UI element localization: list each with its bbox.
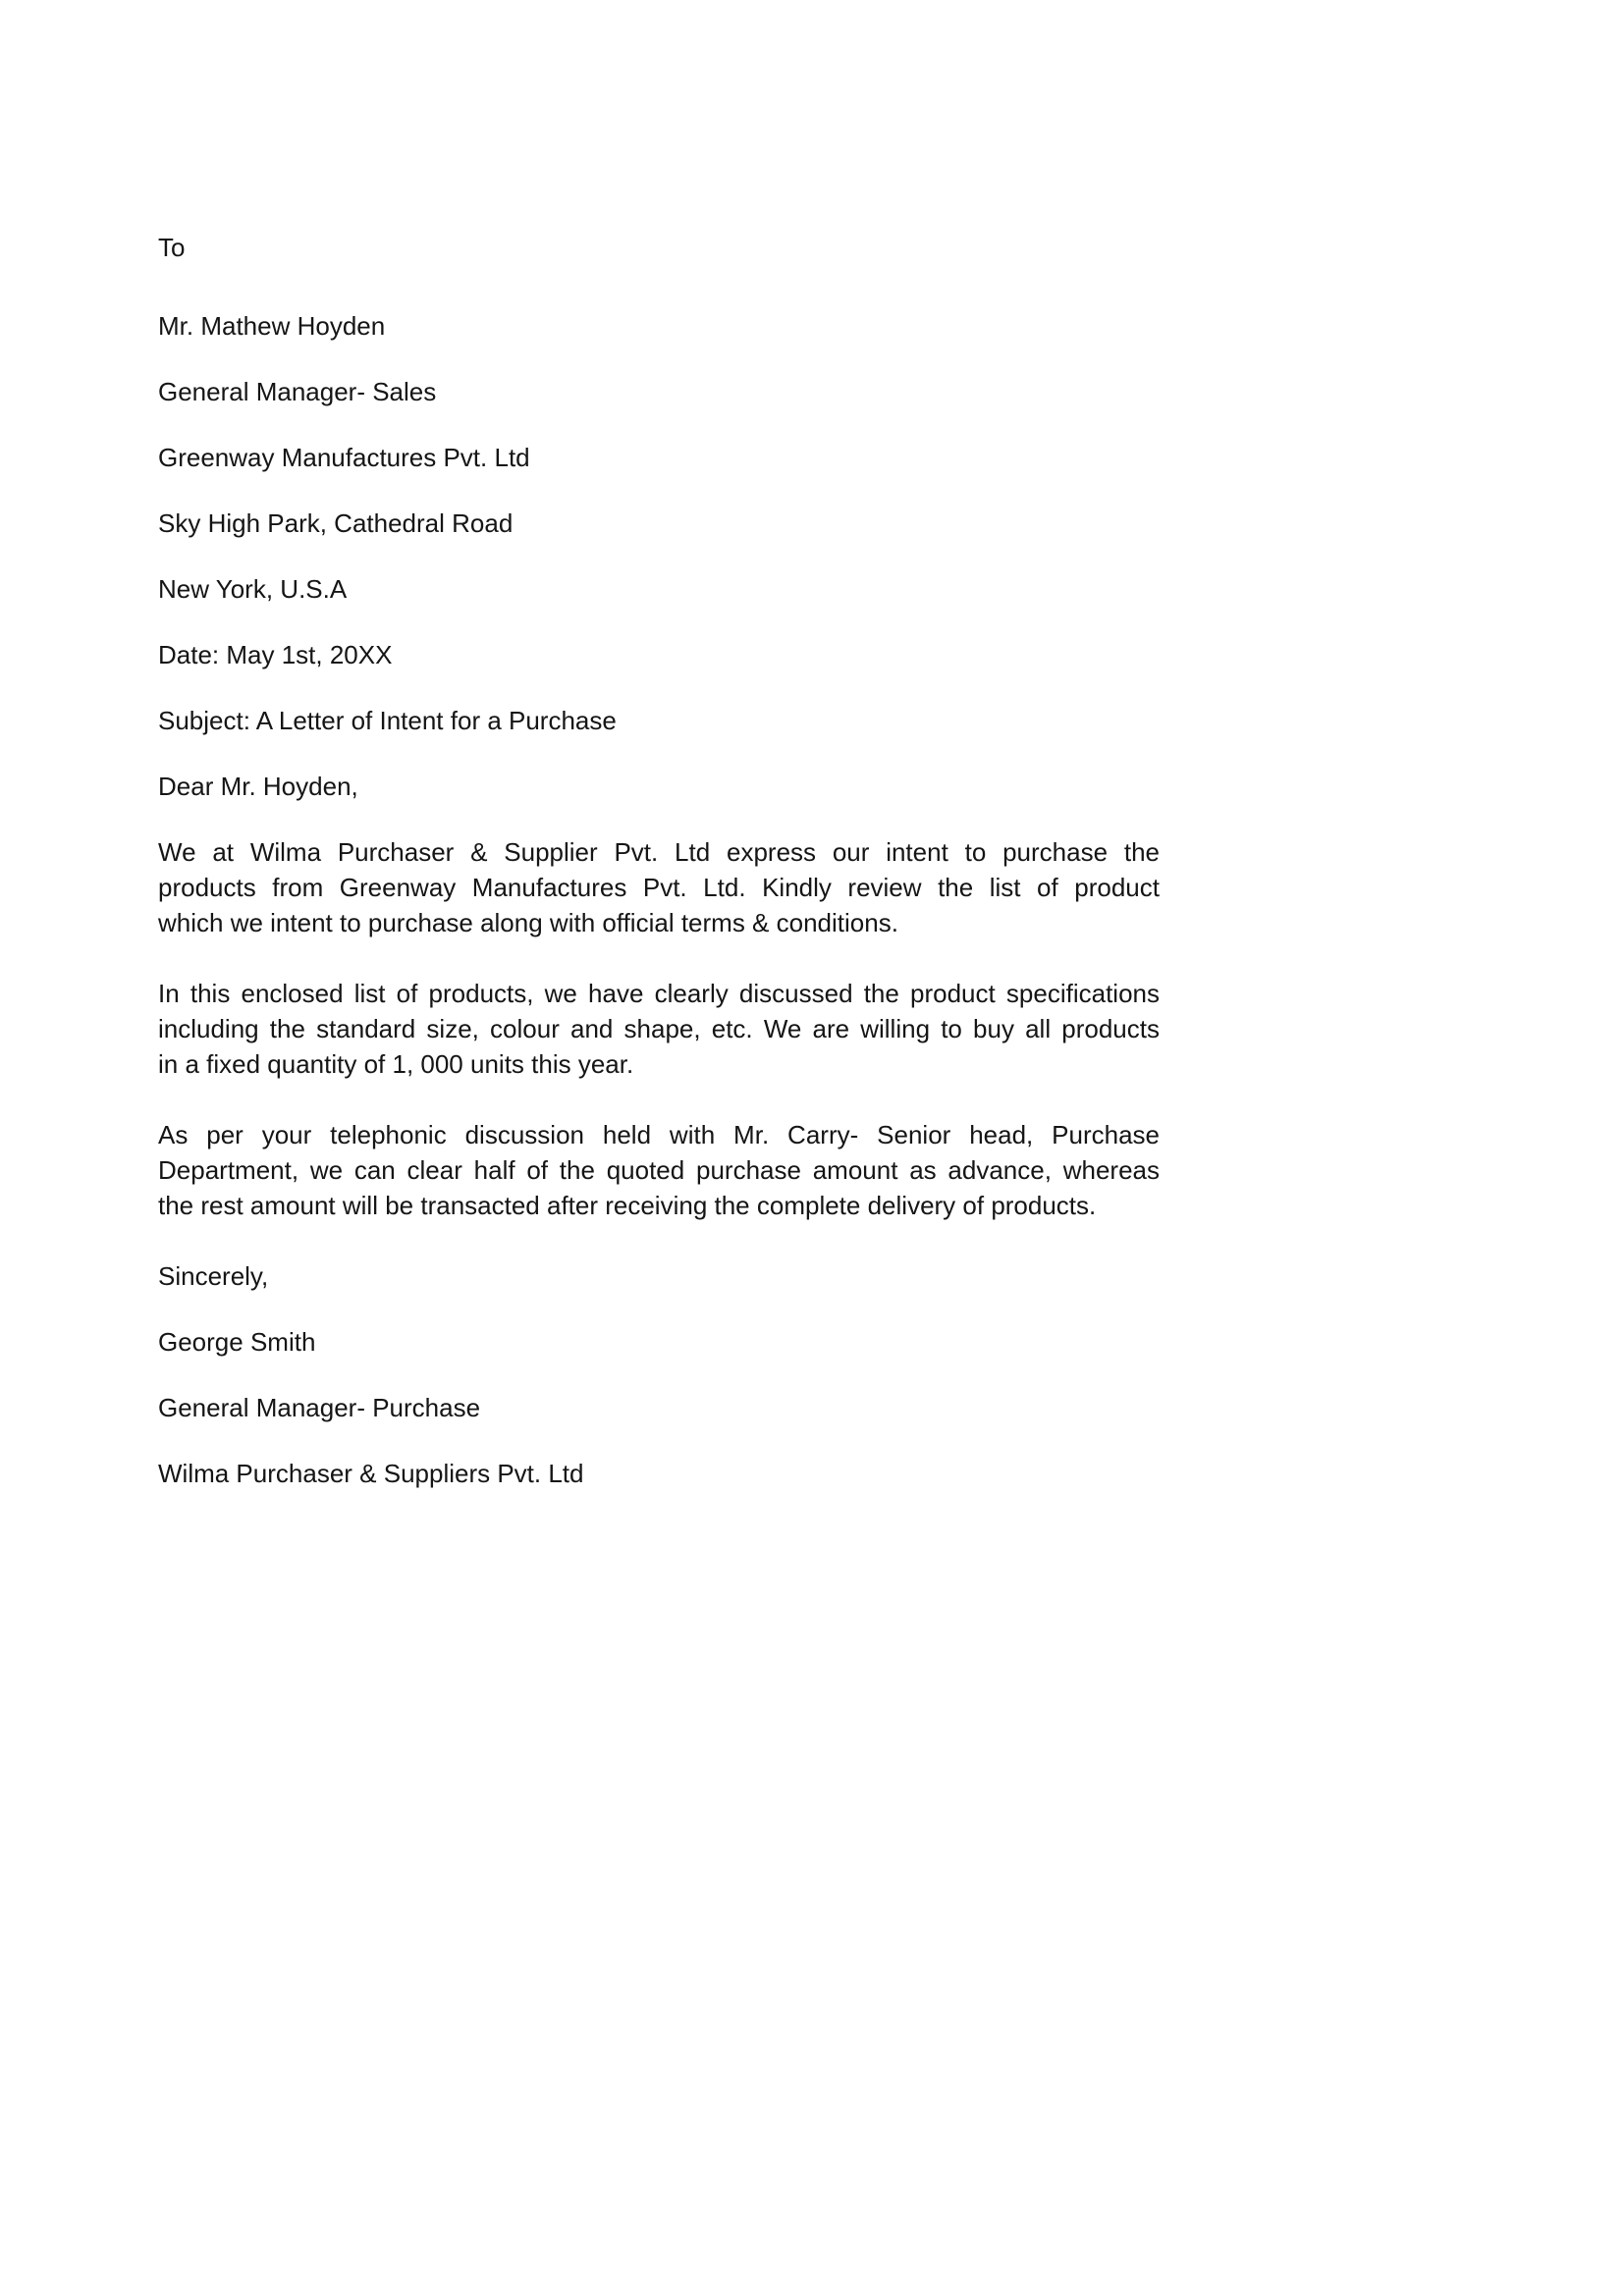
recipient-name: Mr. Mathew Hoyden <box>158 311 386 341</box>
closing-signatory-company: Wilma Purchaser & Suppliers Pvt. Ltd <box>158 1459 584 1488</box>
recipient-to-line: To <box>158 233 186 262</box>
body-paragraph-1-line-3: which we intent to purchase along with official terms & conditions. <box>158 908 898 937</box>
recipient-address-line1: Sky High Park, Cathedral Road <box>158 508 514 538</box>
body-paragraph-2 <box>158 976 1160 1082</box>
body-paragraph-3-line-2: Department, we can clear half of the quoted purchase amount as advance, whereas <box>158 1155 1160 1185</box>
closing-signatory-name: George Smith <box>158 1327 316 1357</box>
body-paragraph-1-line-2: products from Greenway Manufactures Pvt. Ltd. Kindly review the list of product <box>158 873 1160 902</box>
closing-signatory-title: General Manager- Purchase <box>158 1393 481 1422</box>
body-paragraph-2-line-1: In this enclosed list of products, we have clearly discussed the product specifications <box>158 979 1160 1008</box>
body-paragraph-1 <box>158 834 1160 940</box>
date-line: Date: May 1st, 20XX <box>158 640 393 669</box>
recipient-company: Greenway Manufactures Pvt. Ltd <box>158 443 530 472</box>
body-paragraph-3-line-1: As per your telephonic discussion held with Mr. Carry- Senior head, Purchase <box>158 1120 1160 1149</box>
body-paragraph-3 <box>158 1117 1160 1223</box>
closing-valediction: Sincerely, <box>158 1261 269 1291</box>
body-paragraph-1-line-1: We at Wilma Purchaser & Supplier Pvt. Ltd express our intent to purchase the <box>158 837 1160 867</box>
salutation: Dear Mr. Hoyden, <box>158 772 358 801</box>
recipient-address-line2: New York, U.S.A <box>158 574 348 604</box>
letter-content <box>158 230 1160 1522</box>
body-paragraph-2-line-2: including the standard size, colour and shape, etc. We are willing to buy all products <box>158 1014 1160 1043</box>
body-paragraph-2-line-3: in a fixed quantity of 1, 000 units this year. <box>158 1049 634 1079</box>
subject-line: Subject: A Letter of Intent for a Purchase <box>158 706 617 735</box>
recipient-title: General Manager- Sales <box>158 377 437 406</box>
body-paragraph-3-line-3: the rest amount will be transacted after receiving the complete delivery of products. <box>158 1191 1097 1220</box>
